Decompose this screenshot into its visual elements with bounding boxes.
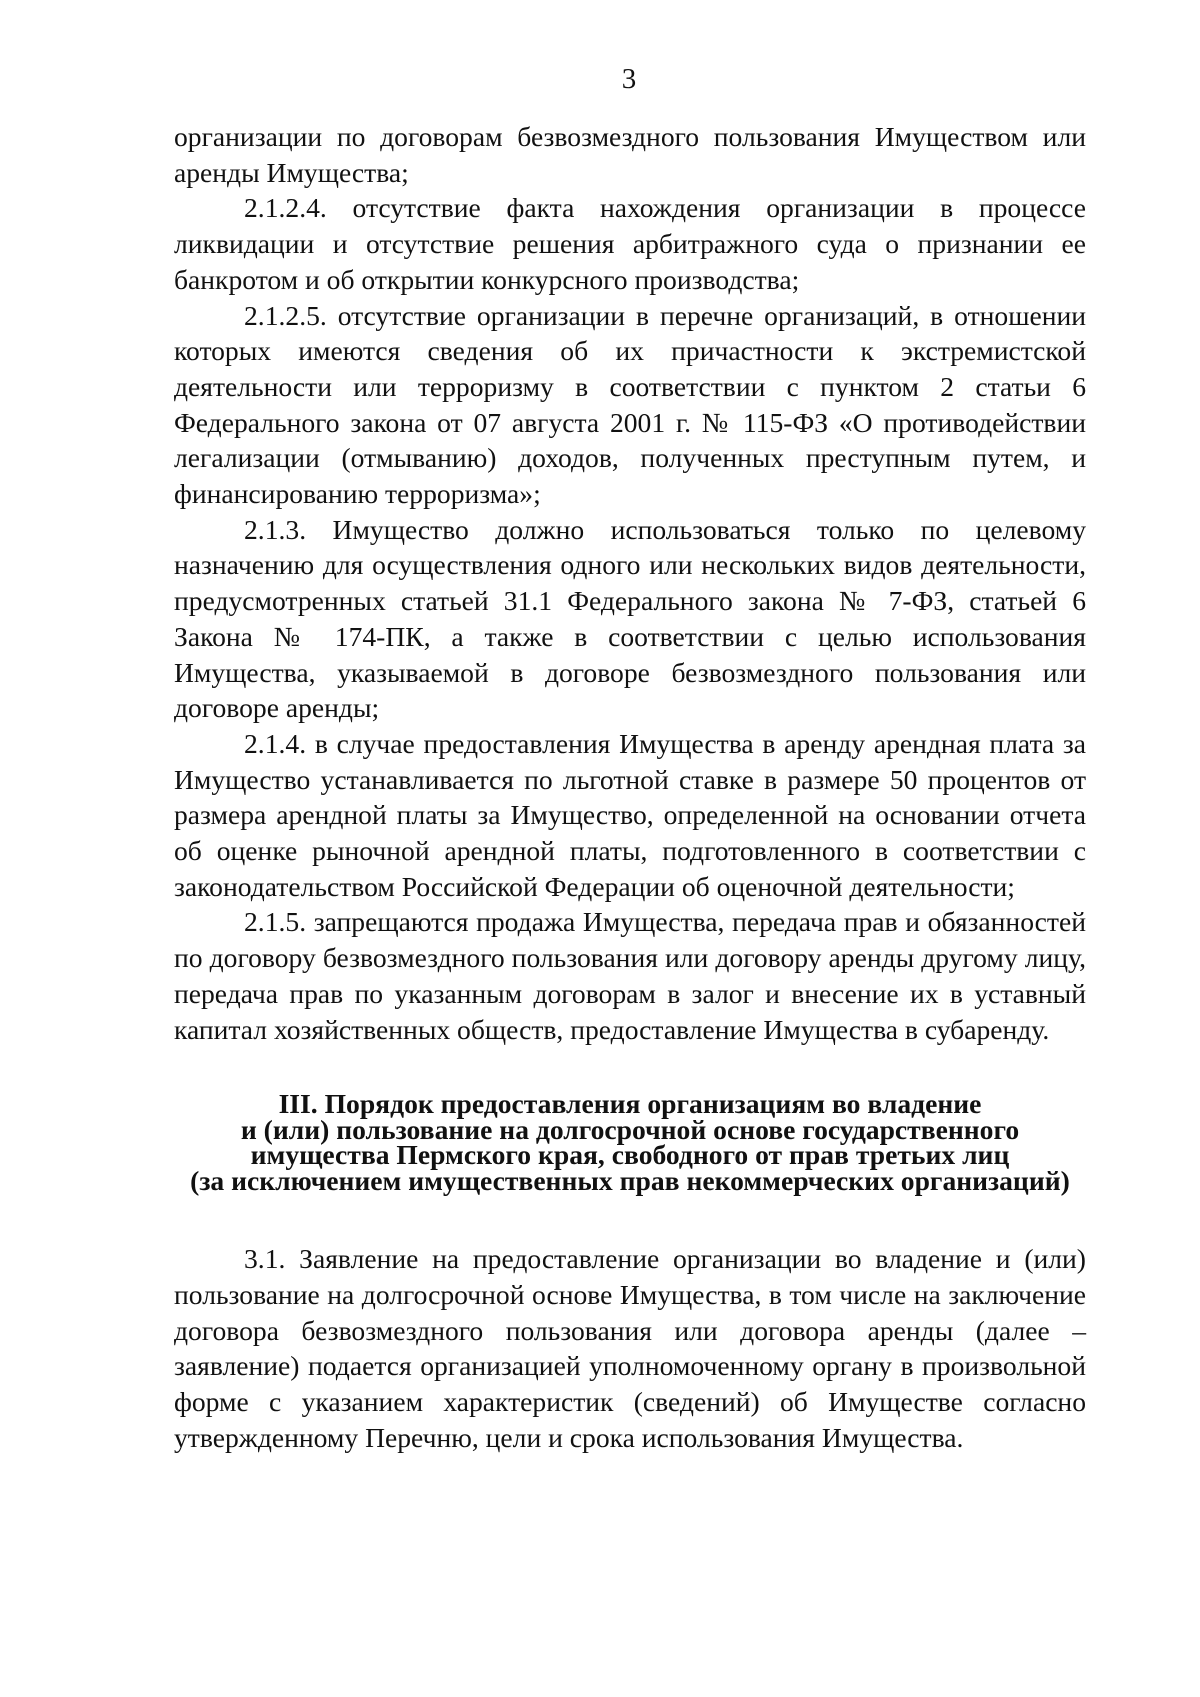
section-heading-line: III. Порядок предоставления организациям во владение [278,1088,982,1120]
paragraph-2-1-5: 2.1.5. запрещаются продажа Имущества, передача прав и обязанностей по договору безвозмездного пользования или договору аренды другому лицу, передача прав по указанным договорам в залог и внесение их в уставный капитал хозяйственных обществ, предоставление Имущества в субаренду. [174,906,1086,1045]
section-heading-line: и (или) пользование на долгосрочной основе государственного [240,1113,1020,1145]
paragraph-2-1-2-5: 2.1.2.5. отсутствие организации в перечне организаций, в отношении которых имеются сведения об их причастности к экстремистской деятельности или терроризму в соответствии с пунктом 2 статьи 6 Федерального закона от 07 августа 2001 г. № 115-ФЗ «О противодействии легализации (отмыванию) доходов, полученных преступным путем, и финансированию терроризма»; [174,299,1086,510]
section-heading-line: (за исключением имущественных прав некоммерческих организаций) [190,1164,1070,1196]
paragraph-2-1-4: 2.1.4. в случае предоставления Имущества в аренду арендная плата за Имущество устанавливается по льготной ставке в размере 50 процентов от размера арендной платы за Имущество, определенной на основании отчета об оценке рыночной арендной платы, подготовленного в соответствии с законодательством Российской Федерации об оценочной деятельности; [174,727,1086,902]
section-heading-iii [174,1088,1086,1196]
paragraph-3-1: 3.1. Заявление на предоставление организации во владение и (или) пользование на долгосрочной основе Имущества, в том числе на заключение договора безвозмездного пользования или договора аренды (далее – заявление) подается организацией уполномоченному органу в произвольной форме с указанием характеристик (сведений) об Имуществе согласно утвержденному Перечню, цели и срока использования Имущества. [174,1243,1086,1453]
paragraph-2-1-2-4: 2.1.2.4. отсутствие факта нахождения организации в процессе ликвидации и отсутствие решения арбитражного суда о признании ее банкротом и об открытии конкурсного производства; [174,192,1086,295]
document-body [174,119,1086,1456]
paragraph-continuation: организации по договорам безвозмездного пользования Имуществом или аренды Имущества; [174,121,1086,188]
section-heading-line: имущества Пермского края, свободного от прав третьих лиц [250,1139,1010,1171]
paragraph-2-1-3: 2.1.3. Имущество должно использоваться только по целевому назначению для осуществления одного или нескольких видов деятельности, предусмотренных статьей 31.1 Федерального закона № 7-ФЗ, статьей 6 Закона № 174-ПК, а также в соответствии с целью использования Имущества, указываемой в договоре безвозмездного пользования или договоре аренды; [174,513,1086,724]
page-number: 3 [621,63,637,95]
